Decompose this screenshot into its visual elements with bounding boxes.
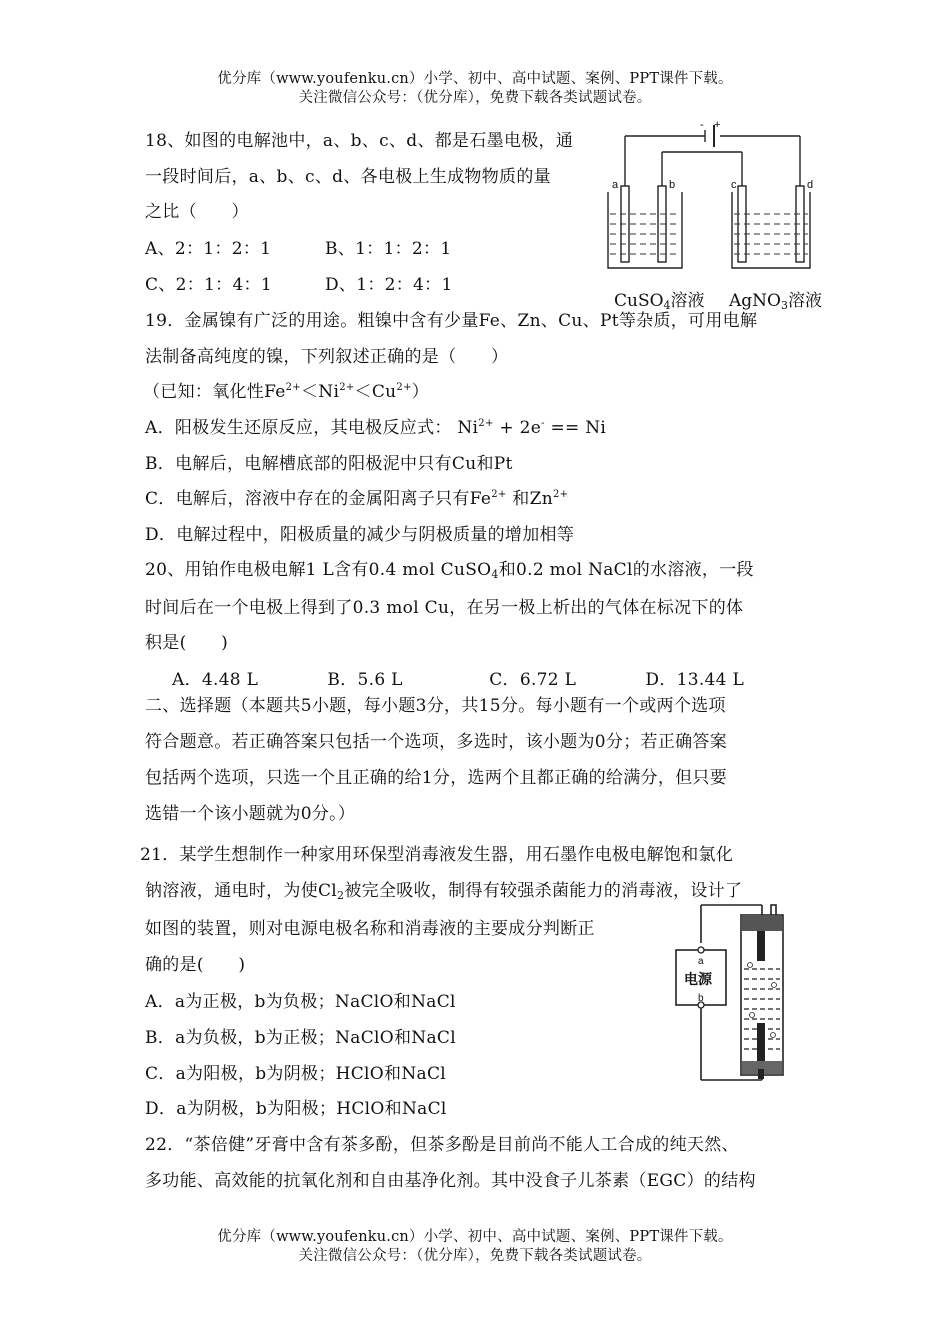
q18-option-a: A、2：1：2：1 [145, 239, 272, 259]
q18-fig-caption-left: CuSO$_4$溶液 [614, 291, 705, 312]
q21-generator-diagram [670, 895, 800, 1095]
q18-option-d: D、1：2：4：1 [325, 275, 453, 295]
q22-stem-2: 多功能、高效能的抗氧化剂和自由基净化剂。其中没食子儿茶素（EGC）的结构 [145, 1171, 756, 1191]
q19-option-a: A．阳极发生还原反应，其电极反应式： $Ni^{2+} + 2e^- == Ni$ [145, 418, 607, 438]
q18-option-c: C、2：1：4：1 [145, 275, 272, 295]
q21-option-c: C．a为阳极，b为阴极；HClO和NaCl [145, 1064, 446, 1084]
q22-stem-1: 22．“茶倍健”牙膏中含有茶多酚，但茶多酚是目前尚不能人工合成的纯天然、 [145, 1135, 739, 1155]
q18-stem-2: 一段时间后，a、b、c、d、各电极上生成物物质的量 [145, 167, 551, 187]
header-line-1: 优分库（www.youfenku.cn）小学、初中、高中试题、案例、PPT课件下载。 [217, 71, 733, 87]
q20-options: A．4.48 L B．5.6 L C．6.72 L D．13.44 L [172, 670, 745, 690]
section2-line-3: 包括两个选项，只选一个且正确的给1分，选两个且都正确的给满分，但只要 [145, 768, 728, 788]
q18-fig-caption-right: AgNO$_3$溶液 [729, 291, 822, 312]
q21-stem-2: 钠溶液，通电时，为使$Cl_2$被完全吸收，制得有较强杀菌能力的消毒液，设计了 [145, 881, 743, 902]
q18-fig-negative-label: - [700, 119, 704, 131]
footer-line-1: 优分库（www.youfenku.cn）小学、初中、高中试题、案例、PPT课件下载。 [217, 1229, 733, 1245]
section2-line-2: 符合题意。若正确答案只包括一个选项，多选时，该小题为0分；若正确答案 [145, 732, 728, 752]
q18-option-b: B、1：1：2：1 [325, 239, 452, 259]
q20-stem-1: 20、用铂作电极电解1 L含有0.4 mol CuSO$_4$和0.2 mol NaCl的水溶液，一段 [145, 560, 754, 581]
q21-stem-1: 21．某学生想制作一种家用环保型消毒液发生器，用石墨作电极电解饱和氯化 [140, 845, 734, 865]
q19-option-b: B．电解后，电解槽底部的阳极泥中只有Cu和Pt [145, 454, 513, 474]
q18-stem-3: 之比（ ） [145, 202, 249, 222]
q20-stem-2: 时间后在一个电极上得到了0.3 mol Cu，在另一极上析出的气体在标况下的体 [145, 598, 744, 618]
q21-fig-power-label: 电源 [684, 971, 712, 987]
q18-fig-electrode-b: b [669, 179, 676, 191]
q19-note: （已知：氧化性$Fe^{2+}<Ni^{2+}<Cu^{2+}$） [143, 382, 430, 402]
q21-option-b: B．a为负极，b为正极；NaClO和NaCl [145, 1028, 456, 1048]
q21-option-a: A．a为正极，b为负极；NaClO和NaCl [145, 992, 456, 1012]
q21-fig-terminal-b: b [698, 993, 704, 1004]
q18-stem-1: 18、如图的电解池中，a、b、c、d、都是石墨电极，通 [145, 131, 574, 151]
section2-line-4: 选错一个该小题就为0分。） [145, 804, 356, 824]
q19-option-c: C．电解后，溶液中存在的金属阳离子只有$Fe^{2+}$ 和$Zn^{2+}$ [145, 489, 569, 509]
header-line-2: 关注微信公众号：（优分库），免费下载各类试题试卷。 [298, 90, 652, 106]
q18-electrolysis-diagram [600, 116, 825, 286]
footer-line-2: 关注微信公众号：（优分库），免费下载各类试题试卷。 [298, 1248, 652, 1264]
q21-option-d: D．a为阴极，b为阳极；HClO和NaCl [145, 1099, 447, 1119]
q21-stem-4: 确的是( ) [145, 955, 246, 975]
q19-option-d: D．电解过程中，阳极质量的减少与阴极质量的增加相等 [145, 525, 575, 545]
q21-fig-terminal-a: a [698, 956, 704, 967]
section2-line-1: 二、选择题（本题共5小题，每小题3分，共15分。每小题有一个或两个选项 [145, 696, 726, 716]
q20-stem-3: 积是( ) [145, 633, 229, 653]
q19-stem-1: 19．金属镍有广泛的用途。粗镍中含有少量Fe、Zn、Cu、Pt等杂质，可用电解 [145, 311, 758, 331]
q18-fig-positive-label: + [714, 119, 721, 131]
q21-stem-3: 如图的装置，则对电源电极名称和消毒液的主要成分判断正 [145, 919, 595, 939]
q18-fig-electrode-c: c [731, 179, 737, 191]
q18-fig-electrode-a: a [612, 179, 619, 191]
q19-stem-2: 法制备高纯度的镍，下列叙述正确的是（ ） [145, 347, 509, 367]
q18-fig-electrode-d: d [807, 179, 814, 191]
